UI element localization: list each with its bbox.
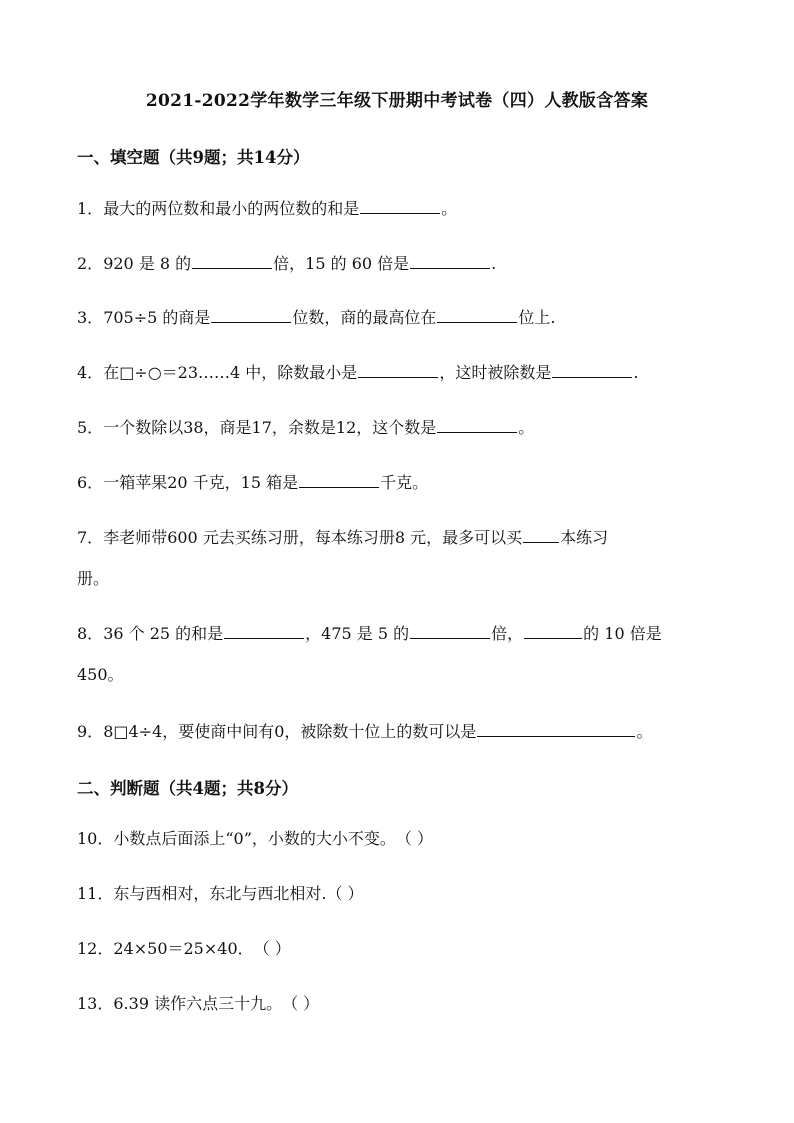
question-text: 。 bbox=[636, 722, 653, 741]
question-text: ，475 是 5 的 bbox=[305, 624, 410, 643]
question-text: 小数点后面添上“0”，小数的大小不变。 bbox=[113, 829, 396, 848]
question-text: 李老师带600 元去买练习册，每本练习册8 元，最多可以买 bbox=[103, 528, 523, 547]
answer-blank[interactable] bbox=[358, 361, 438, 378]
answer-parentheses[interactable]: （ ） bbox=[395, 829, 434, 848]
question-12 bbox=[77, 939, 291, 959]
question-text: 倍， bbox=[491, 624, 524, 643]
question-number: 6． bbox=[77, 473, 104, 492]
question-text: 705÷5 的商是 bbox=[103, 308, 211, 327]
section-heading-fill-blank: 一、填空题（共9题；共14分） bbox=[77, 148, 310, 167]
question-text: 本练习 bbox=[560, 528, 609, 547]
answer-blank[interactable] bbox=[410, 252, 490, 269]
answer-blank[interactable] bbox=[360, 197, 440, 214]
question-text: 8□4÷4，要使商中间有0，被除数十位上的数可以是 bbox=[103, 722, 477, 741]
question-9 bbox=[77, 720, 652, 742]
question-3 bbox=[77, 306, 556, 328]
answer-blank[interactable] bbox=[552, 361, 632, 378]
question-text: 一个数除以38，商是17，余数是12，这个数是 bbox=[103, 418, 437, 437]
question-number: 2． bbox=[77, 254, 104, 273]
question-text: 一箱苹果20 千克，15 箱是 bbox=[103, 473, 299, 492]
question-number: 11． bbox=[77, 884, 114, 903]
question-text: 。 bbox=[441, 199, 458, 218]
answer-blank[interactable] bbox=[299, 471, 379, 488]
question-8-continued: 450。 bbox=[77, 665, 124, 684]
question-7 bbox=[77, 526, 608, 548]
question-8 bbox=[77, 622, 662, 644]
answer-blank[interactable] bbox=[192, 252, 272, 269]
question-text: . bbox=[633, 363, 639, 382]
answer-parentheses[interactable]: （ ） bbox=[253, 939, 291, 958]
question-10 bbox=[77, 829, 433, 849]
question-11 bbox=[77, 884, 364, 904]
page-title: 2021-2022学年数学三年级下册期中考试卷（四）人教版含答案 bbox=[145, 91, 649, 111]
question-number: 12． bbox=[77, 939, 114, 958]
question-text: ，这时被除数是 bbox=[439, 363, 552, 382]
question-2 bbox=[77, 252, 496, 274]
answer-blank[interactable] bbox=[224, 622, 304, 639]
question-number: 13． bbox=[77, 994, 114, 1013]
question-text: 36 个 25 的和是 bbox=[103, 624, 224, 643]
answer-parentheses[interactable]: （ ） bbox=[326, 884, 364, 903]
question-7-continued: 册。 bbox=[77, 569, 110, 588]
question-number: 8． bbox=[77, 624, 104, 643]
question-6 bbox=[77, 471, 428, 493]
answer-blank[interactable] bbox=[211, 306, 291, 323]
answer-blank[interactable] bbox=[524, 622, 582, 639]
question-text: 的 10 倍是 bbox=[583, 624, 662, 643]
question-1 bbox=[77, 197, 457, 219]
question-number: 10． bbox=[77, 829, 114, 848]
question-4 bbox=[77, 361, 638, 383]
question-13 bbox=[77, 994, 319, 1014]
question-number: 9． bbox=[77, 722, 104, 741]
question-text: 位数，商的最高位在 bbox=[292, 308, 437, 327]
question-text: 6.39 读作六点三十九。 bbox=[113, 994, 283, 1013]
question-number: 7． bbox=[77, 528, 104, 547]
answer-blank[interactable] bbox=[437, 416, 517, 433]
question-number: 5． bbox=[77, 418, 104, 437]
question-text: 倍，15 的 60 倍是 bbox=[273, 254, 410, 273]
question-5 bbox=[77, 416, 534, 438]
question-number: 1． bbox=[77, 199, 104, 218]
answer-blank[interactable] bbox=[410, 622, 490, 639]
question-number: 4． bbox=[77, 363, 104, 382]
question-text: 24×50＝25×40． bbox=[113, 939, 254, 958]
question-number: 3． bbox=[77, 308, 104, 327]
answer-parentheses[interactable]: （ ） bbox=[282, 994, 320, 1013]
answer-blank[interactable] bbox=[437, 306, 517, 323]
question-text: 位上. bbox=[518, 308, 556, 327]
question-text: 在□÷○＝23……4 中，除数最小是 bbox=[103, 363, 358, 382]
question-text: 。 bbox=[518, 418, 535, 437]
question-text: 千克。 bbox=[380, 473, 429, 492]
answer-blank[interactable] bbox=[477, 720, 635, 737]
question-text: 东与西相对，东北与西北相对. bbox=[113, 884, 327, 903]
section-heading-true-false: 二、判断题（共4题；共8分） bbox=[77, 779, 298, 798]
answer-blank[interactable] bbox=[523, 526, 559, 543]
question-text: . bbox=[491, 254, 497, 273]
question-text: 920 是 8 的 bbox=[103, 254, 192, 273]
question-text: 最大的两位数和最小的两位数的和是 bbox=[103, 199, 360, 218]
